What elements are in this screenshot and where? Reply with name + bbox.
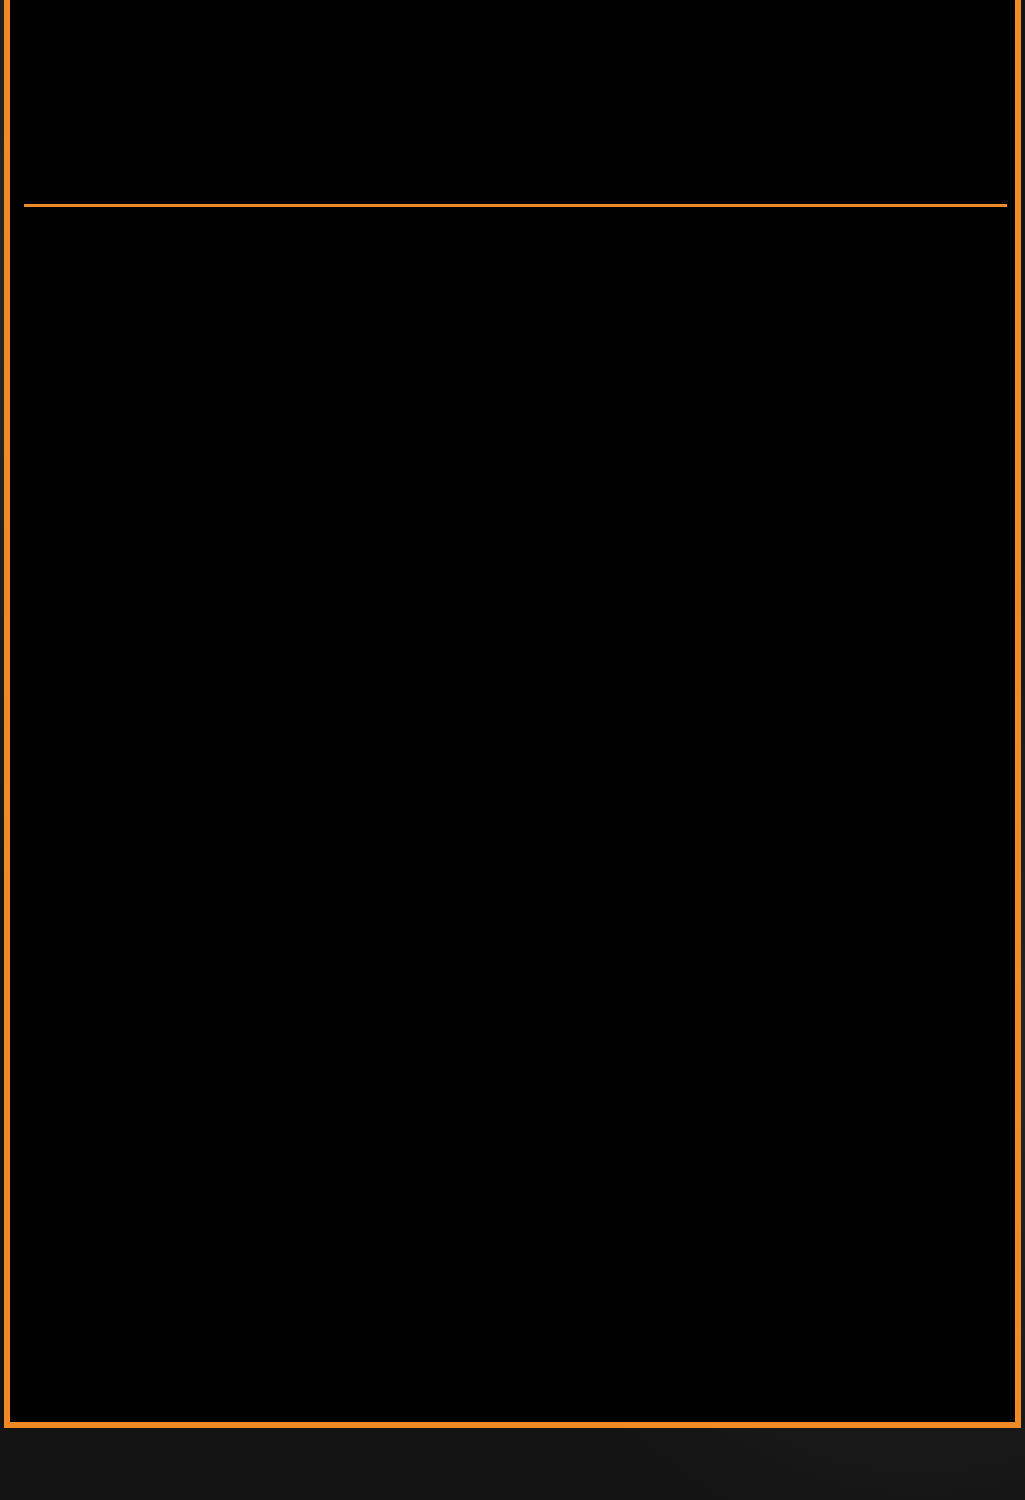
- supplement-facts-panel: [4, 0, 1021, 1428]
- header-1-scoop: [524, 207, 624, 215]
- header-2-scoops: [743, 207, 869, 215]
- header-dv-1: [624, 207, 743, 215]
- facts-table: [24, 204, 1007, 254]
- table-header-row: [24, 204, 1007, 254]
- header-amount-per-serving: [24, 207, 524, 215]
- header-dv-2: [869, 207, 976, 215]
